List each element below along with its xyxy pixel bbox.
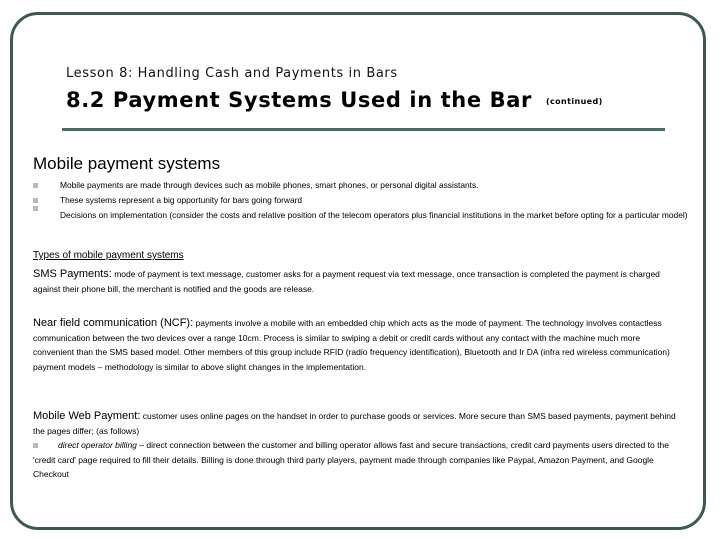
bullet-icon (33, 183, 38, 188)
continued-label: (continued) (545, 96, 603, 106)
bullet-text: Decisions on implementation (consider the costs and relative position of the telecom operators plus financial institutions in the market before opting for a particular model) (60, 210, 688, 220)
nfc-text: payments involve a mobile with an embedded chip which acts as the mode of payment. The technology involves contactless communication between the two devices over a range 10cm. Process is similar to swiping a debit or credit cards without any contact with the machine much more convenient than the SMS based model. Other members of this group include RFID (radio frequency identification), Bluetooth and Ir DA (infra red wireless communication) payment models – methodology is similar to above slight changes in the implementation. (33, 318, 670, 372)
bullet-list (33, 178, 693, 230)
bullet-icon (33, 443, 38, 448)
types-heading: Types of mobile payment systems (33, 250, 184, 261)
mobile-web-label: Mobile Web Payment: (33, 410, 141, 422)
bullet-text: These systems represent a big opportunity for bars going forward (60, 195, 303, 205)
slide-title (66, 88, 603, 112)
nfc-paragraph (33, 316, 683, 374)
sms-payments-label: SMS Payments: (33, 268, 112, 280)
sms-payments-paragraph (33, 267, 683, 296)
direct-operator-billing-text: – direct connection between the customer and billing operator allows fast and secure transactions, credit card payments users directed to the 'credit card' page required to fill their details. Billing is done through third party players, payment made through companies like Paypal, Amazon Payment, and Google Checkout (33, 440, 669, 480)
mobile-web-paragraph (33, 409, 683, 482)
title-divider (62, 128, 665, 131)
slide-title-text: 8.2 Payment Systems Used in the Bar (66, 88, 532, 112)
bullet-icon (33, 206, 38, 211)
sms-payments-text: mode of payment is text message, customer asks for a payment request via text message, once transaction is completed the payment is charged against their phone bill, the merchant is notified and the goods are release. (33, 269, 660, 294)
nfc-label: Near field communication (NCF): (33, 317, 194, 329)
direct-operator-billing-term: direct operator billing (58, 440, 137, 451)
section-heading: Mobile payment systems (33, 154, 221, 173)
list-item (33, 178, 693, 193)
lesson-subtitle: Lesson 8: Handling Cash and Payments in Bars (66, 66, 398, 81)
mobile-web-text: customer uses online pages on the handset in order to purchase goods or services. More secure than SMS based payments, payment behind the pages differ; (as follows) (33, 411, 676, 436)
bullet-text: Mobile payments are made through devices such as mobile phones, smart phones, or personal digital assistants. (60, 180, 479, 190)
list-item (33, 201, 693, 230)
